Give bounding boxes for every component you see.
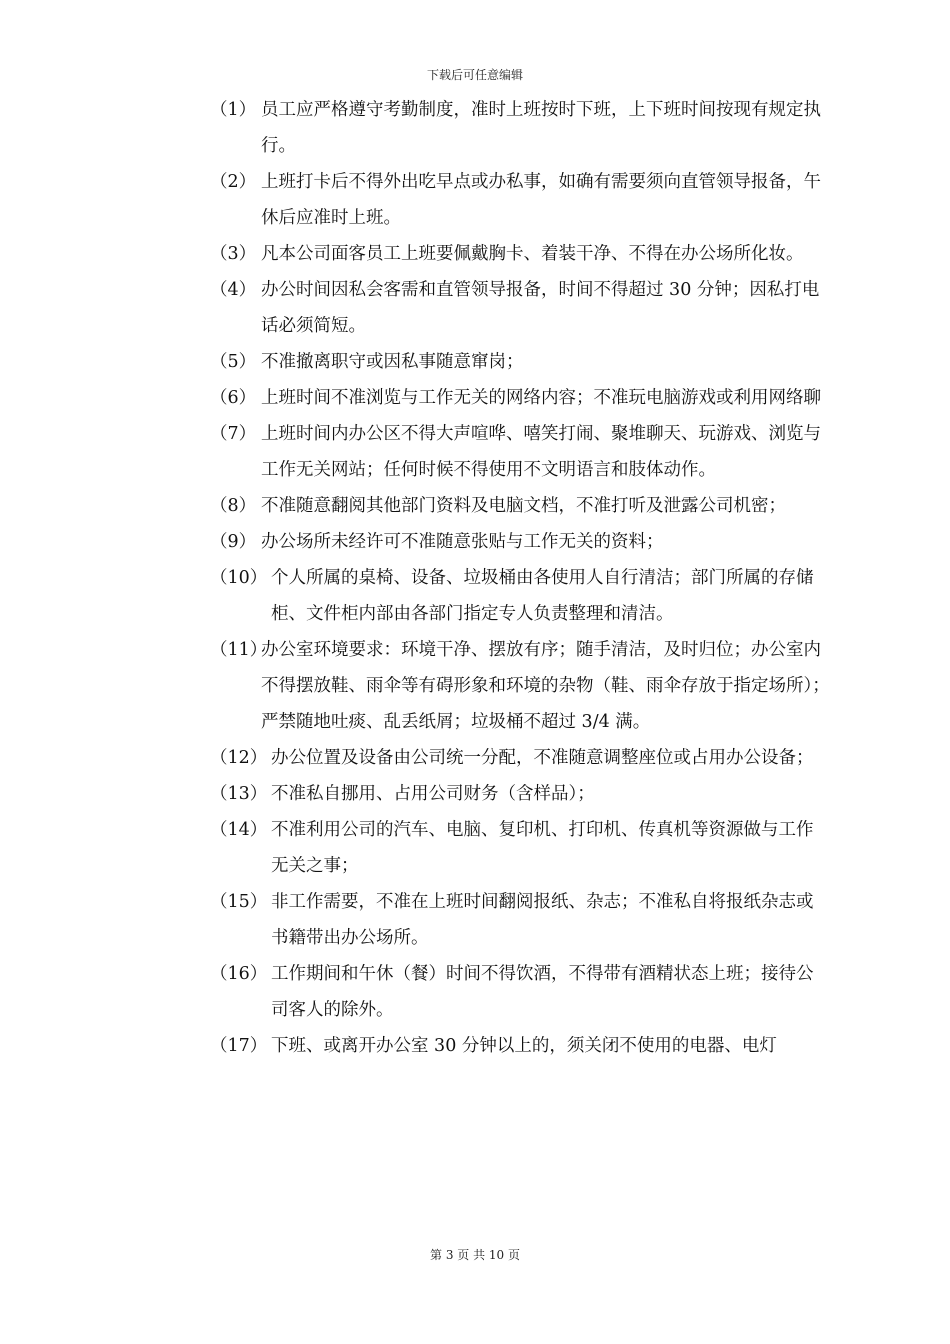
list-item	[210, 1028, 830, 1064]
item-number: （10）	[210, 568, 268, 588]
item-number: （2）	[210, 172, 257, 192]
page-header: 下载后可任意编辑	[426, 68, 523, 82]
item-number: （15）	[210, 892, 268, 912]
list-item	[210, 236, 830, 272]
item-number: （6）	[210, 388, 257, 408]
item-number: （4）	[210, 280, 257, 300]
item-number: （17）	[210, 1036, 268, 1056]
item-number: （8）	[210, 496, 257, 516]
list-item	[210, 560, 830, 632]
list-item	[210, 92, 830, 164]
list-item	[210, 884, 830, 956]
item-text: 上班打卡后不得外出吃早点或办私事，如确有需要须向直管领导报备，午休后应准时上班。	[261, 172, 821, 228]
item-text: 不准私自挪用、占用公司财务（含样品）；	[271, 784, 595, 804]
item-number: （9）	[210, 532, 257, 552]
item-number: （16）	[210, 964, 268, 984]
list-item	[210, 272, 830, 344]
list-item	[210, 956, 830, 1028]
item-number: （5）	[210, 352, 257, 372]
list-item	[210, 632, 830, 740]
list-item	[210, 164, 830, 236]
item-text: 办公室环境要求：环境干净、摆放有序；随手清洁，及时归位；办公室内不得摆放鞋、雨伞等有碍形象和环境的杂物（鞋、雨伞存放于指定场所）；严禁随地吐痰、乱丢纸屑；垃圾桶不超过 3/4 满。	[261, 640, 830, 732]
item-number: （13）	[210, 784, 268, 804]
item-text: 不准随意翻阅其他部门资料及电脑文档，不准打听及泄露公司机密；	[261, 496, 786, 516]
item-text: 凡本公司面客员工上班要佩戴胸卡、着装干净、不得在办公场所化妆。	[261, 244, 804, 264]
item-text: 上班时间不准浏览与工作无关的网络内容；不准玩电脑游戏或利用网络聊	[261, 388, 821, 408]
item-number: （1）	[210, 100, 257, 120]
item-text: 工作期间和午休（餐）时间不得饮酒，不得带有酒精状态上班；接待公司客人的除外。	[271, 964, 814, 1020]
page-footer: 第 3 页 共 10 页	[430, 1248, 520, 1262]
list-item	[210, 776, 830, 812]
item-text: 下班、或离开办公室 30 分钟以上的，须关闭不使用的电器、电灯	[271, 1036, 777, 1056]
item-number: （12）	[210, 748, 268, 768]
item-text: 不准撤离职守或因私事随意窜岗；	[261, 352, 524, 372]
item-text: 办公位置及设备由公司统一分配，不准随意调整座位或占用办公设备；	[271, 748, 814, 768]
item-number: （14）	[210, 820, 268, 840]
list-item	[210, 740, 830, 776]
rules-list	[210, 92, 830, 1064]
list-item	[210, 380, 830, 416]
item-number: （7）	[210, 424, 257, 444]
list-item	[210, 812, 830, 884]
list-item	[210, 524, 830, 560]
item-number: （3）	[210, 244, 257, 264]
item-text: 非工作需要，不准在上班时间翻阅报纸、杂志；不准私自将报纸杂志或书籍带出办公场所。	[271, 892, 814, 948]
list-item	[210, 344, 830, 380]
item-text: 个人所属的桌椅、设备、垃圾桶由各使用人自行清洁；部门所属的存储柜、文件柜内部由各部门指定专人负责整理和清洁。	[271, 568, 814, 624]
item-text: 办公时间因私会客需和直管领导报备，时间不得超过 30 分钟；因私打电话必须简短。	[261, 280, 820, 336]
item-text: 上班时间内办公区不得大声喧哗、嘻笑打闹、聚堆聊天、玩游戏、浏览与工作无关网站；任何时候不得使用不文明语言和肢体动作。	[261, 424, 821, 480]
item-number: （11）	[210, 640, 268, 660]
item-text: 员工应严格遵守考勤制度，准时上班按时下班，上下班时间按现有规定执行。	[261, 100, 821, 156]
list-item	[210, 416, 830, 488]
list-item	[210, 488, 830, 524]
item-text: 不准利用公司的汽车、电脑、复印机、打印机、传真机等资源做与工作无关之事；	[271, 820, 814, 876]
item-text: 办公场所未经许可不准随意张贴与工作无关的资料；	[261, 532, 664, 552]
